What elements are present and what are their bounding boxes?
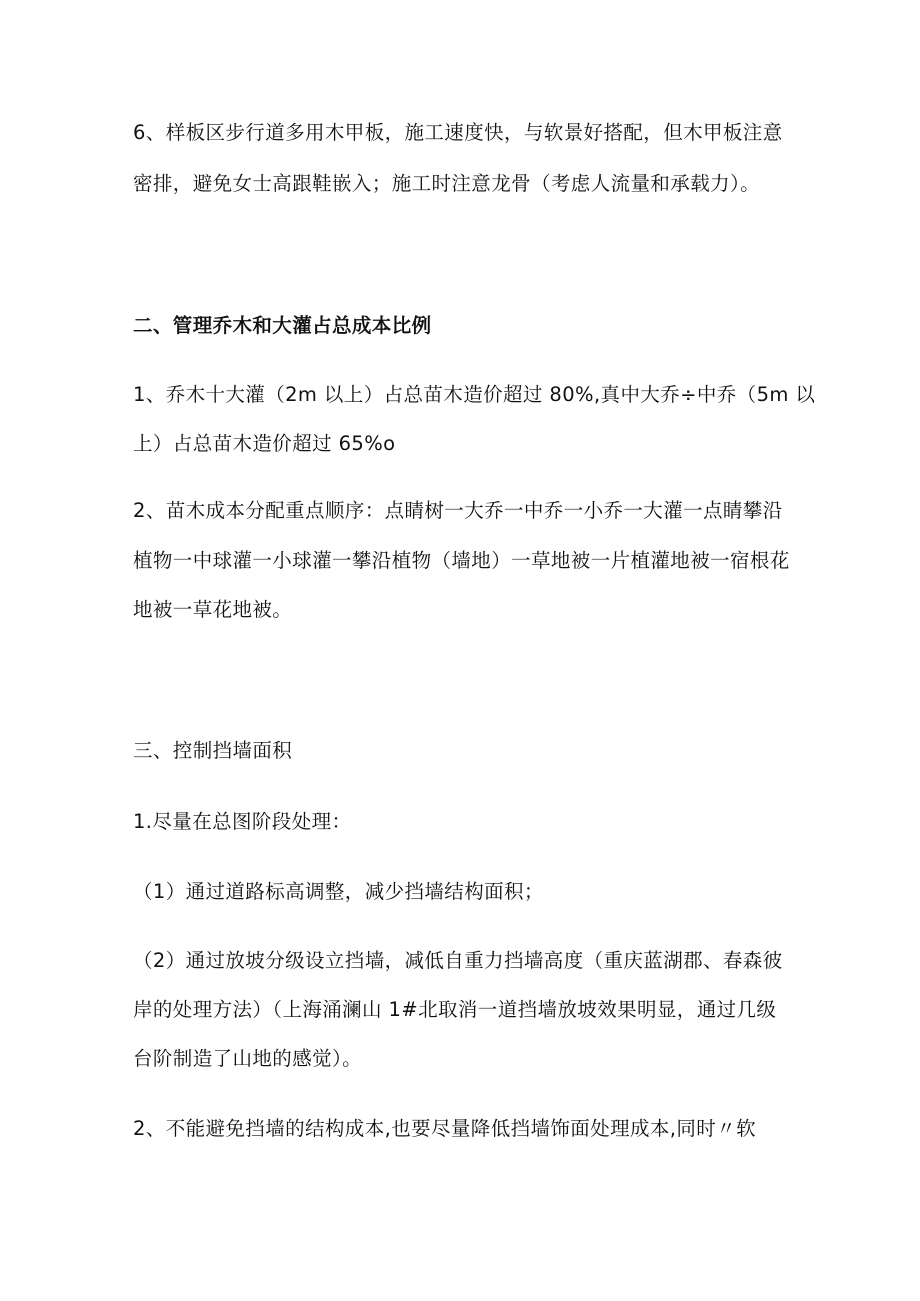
- section2-p1-line1: 1、乔木十大灌（2m 以上）占总苗木造价超过 80%,真中大乔÷中乔（5m 以: [133, 383, 816, 406]
- section3-p1: 1.尽量在总图阶段处理：: [133, 810, 352, 833]
- section2-p2-line3: 地被一草花地被。: [133, 598, 293, 621]
- section3-sub2-line1: （2）通过放坡分级设立挡墙，减低自重力挡墙高度（重庆蓝湖郡、春森彼: [133, 949, 783, 972]
- section3-sub2-line2: 岸的处理方法）（上海涌澜山 1#北取消一道挡墙放坡效果明显，通过几级: [133, 998, 777, 1021]
- section3-heading: 三、控制挡墙面积: [133, 739, 293, 762]
- section2-heading: 二、管理乔木和大灌占总成本比例: [133, 314, 432, 337]
- section2-p2-line1: 2、苗木成本分配重点顺序：点睛树一大乔一中乔一小乔一大灌一点睛攀沿: [133, 499, 783, 522]
- item6-line1: 6、样板区步行道多用木甲板，施工速度快，与软景好搭配，但木甲板注意: [133, 121, 783, 144]
- section3-sub2-line3: 台阶制造了山地的感觉）。: [133, 1047, 363, 1070]
- section2-p1-line2: 上）占总苗木造价超过 65%o: [133, 432, 396, 455]
- section2-p2-line2: 植物一中球灌一小球灌一攀沿植物（墙地）一草地被一片植灌地被一宿根花: [133, 549, 790, 572]
- section3-sub1: （1）通过道路标高调整，减少挡墙结构面积；: [133, 880, 544, 903]
- item6-line2: 密排，避免女士高跟鞋嵌入；施工时注意龙骨（考虑人流量和承载力）。: [133, 172, 761, 195]
- section3-p2-line1: 2、不能避免挡墙的结构成本,也要尽量降低挡墙饰面处理成本,同时〃软: [133, 1117, 757, 1140]
